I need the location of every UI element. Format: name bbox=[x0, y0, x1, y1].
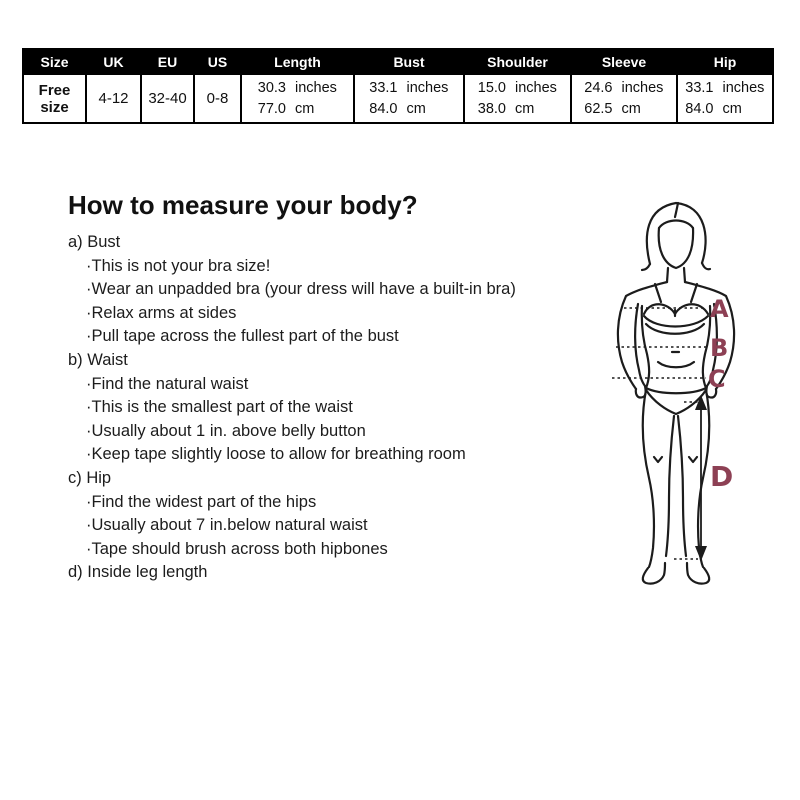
table-data-row bbox=[23, 74, 773, 123]
guide-line-hip-header: c) Hip bbox=[68, 468, 112, 487]
knee-mark-left bbox=[654, 457, 662, 462]
hip-cm bbox=[678, 99, 772, 120]
leg-right-outer bbox=[698, 390, 709, 567]
body-measurement-figure bbox=[588, 190, 788, 600]
hair-flick-right bbox=[702, 263, 710, 269]
guide-line-waist-header: b) Waist bbox=[68, 350, 128, 369]
length-inches bbox=[242, 78, 353, 99]
guide-line-bust-header: a) Bust bbox=[68, 233, 121, 251]
hip-cm-value: 84.0 bbox=[685, 100, 714, 117]
size-table bbox=[22, 48, 774, 124]
length-cm bbox=[242, 99, 353, 120]
header-eu: EU bbox=[141, 49, 194, 74]
belly-curve bbox=[658, 362, 694, 367]
shoulder-cm-value: 38.0 bbox=[477, 100, 506, 117]
foot-right bbox=[687, 563, 709, 584]
measurement-dashes bbox=[612, 308, 706, 559]
header-us: US bbox=[194, 49, 241, 74]
bust-cm-unit: cm bbox=[406, 100, 426, 117]
guide-line: ·Tape should brush across both hipbones bbox=[86, 539, 388, 558]
cell-hip bbox=[677, 74, 773, 123]
cell-us: 0-8 bbox=[194, 74, 241, 123]
fringe bbox=[659, 221, 693, 229]
guide-line: ·This is the smallest part of the waist bbox=[86, 398, 353, 417]
guide-line: ·This is not your bra size! bbox=[86, 256, 271, 275]
hair-part bbox=[675, 203, 678, 217]
guide-title: How to measure your body? bbox=[68, 190, 418, 220]
bra-strap-right bbox=[691, 284, 697, 302]
shoulder-inches bbox=[465, 78, 570, 99]
guide-line: ·Find the widest part of the hips bbox=[86, 492, 317, 511]
cell-length bbox=[241, 74, 354, 123]
length-inches-value: 30.3 bbox=[257, 79, 286, 96]
hip-inches-value: 33.1 bbox=[685, 79, 714, 96]
face-outline bbox=[659, 228, 693, 268]
bust-inches-unit: inches bbox=[406, 79, 449, 96]
bust-label: A bbox=[710, 295, 729, 323]
measuring-guide bbox=[68, 231, 568, 585]
bra-cup-right bbox=[675, 304, 708, 314]
neck-right bbox=[684, 268, 685, 282]
guide-line: ·Relax arms at sides bbox=[86, 303, 237, 322]
hip-label: C bbox=[708, 365, 726, 393]
bust-cm bbox=[355, 99, 463, 120]
hip-inches bbox=[678, 78, 772, 99]
cell-sleeve bbox=[571, 74, 677, 123]
sleeve-cm-value: 62.5 bbox=[584, 100, 613, 117]
inseam-arrow bbox=[695, 395, 707, 561]
header-bust: Bust bbox=[354, 49, 464, 74]
panty-top bbox=[646, 388, 706, 393]
hair-flick-left bbox=[642, 264, 650, 270]
header-uk: UK bbox=[86, 49, 141, 74]
shoulder-inches-unit: inches bbox=[515, 79, 557, 96]
guide-line: ·Usually about 7 in.below natural waist bbox=[86, 516, 368, 535]
header-hip: Hip bbox=[677, 49, 773, 74]
bra-strap-left bbox=[655, 284, 661, 302]
header-size: Size bbox=[23, 49, 86, 74]
sleeve-inches-value: 24.6 bbox=[584, 79, 613, 96]
shoulder-cm-unit: cm bbox=[515, 100, 535, 117]
foot-left bbox=[643, 563, 665, 584]
guide-line: ·Usually about 1 in. above belly button bbox=[86, 421, 366, 440]
inseam-label: D bbox=[710, 460, 734, 493]
table-header-row bbox=[23, 49, 773, 74]
hip-inches-unit: inches bbox=[722, 79, 765, 96]
sleeve-cm bbox=[572, 99, 676, 120]
guide-line-inseam-header: d) Inside leg length bbox=[68, 563, 208, 582]
waist-label: B bbox=[710, 334, 729, 362]
cell-bust bbox=[354, 74, 464, 123]
header-shoulder: Shoulder bbox=[464, 49, 571, 74]
leg-left-inner bbox=[666, 416, 674, 556]
bust-inches bbox=[355, 78, 463, 99]
figure-outline bbox=[618, 203, 734, 584]
cell-size-label: Free size bbox=[23, 74, 86, 123]
header-sleeve: Sleeve bbox=[571, 49, 677, 74]
guide-line: ·Keep tape slightly loose to allow for breathing room bbox=[86, 445, 466, 464]
guide-line: ·Find the natural waist bbox=[86, 374, 249, 393]
length-cm-value: 77.0 bbox=[257, 100, 286, 117]
hip-cm-unit: cm bbox=[722, 100, 742, 117]
header-length: Length bbox=[241, 49, 354, 74]
shoulder-cm bbox=[465, 99, 570, 120]
guide-line: ·Pull tape across the fullest part of the bust bbox=[86, 327, 399, 346]
knee-mark-right bbox=[689, 457, 697, 462]
sleeve-inches bbox=[572, 78, 676, 99]
body-figure-svg bbox=[588, 190, 788, 600]
bust-cm-value: 84.0 bbox=[369, 100, 398, 117]
sleeve-inches-unit: inches bbox=[621, 79, 664, 96]
bust-inches-value: 33.1 bbox=[369, 79, 398, 96]
length-inches-unit: inches bbox=[295, 79, 337, 96]
length-cm-unit: cm bbox=[295, 100, 315, 117]
sleeve-cm-unit: cm bbox=[621, 100, 641, 117]
cell-uk: 4-12 bbox=[86, 74, 141, 123]
guide-line: ·Wear an unpadded bra (your dress will have a built-in bra) bbox=[86, 280, 516, 299]
shoulder-inches-value: 15.0 bbox=[477, 79, 506, 96]
bra-cup-left bbox=[644, 304, 675, 314]
neck-left bbox=[667, 268, 668, 282]
cell-eu: 32-40 bbox=[141, 74, 194, 123]
bra-band-upper bbox=[644, 316, 708, 327]
cell-shoulder bbox=[464, 74, 571, 123]
leg-left-outer bbox=[643, 390, 654, 567]
leg-right-inner bbox=[678, 416, 686, 556]
